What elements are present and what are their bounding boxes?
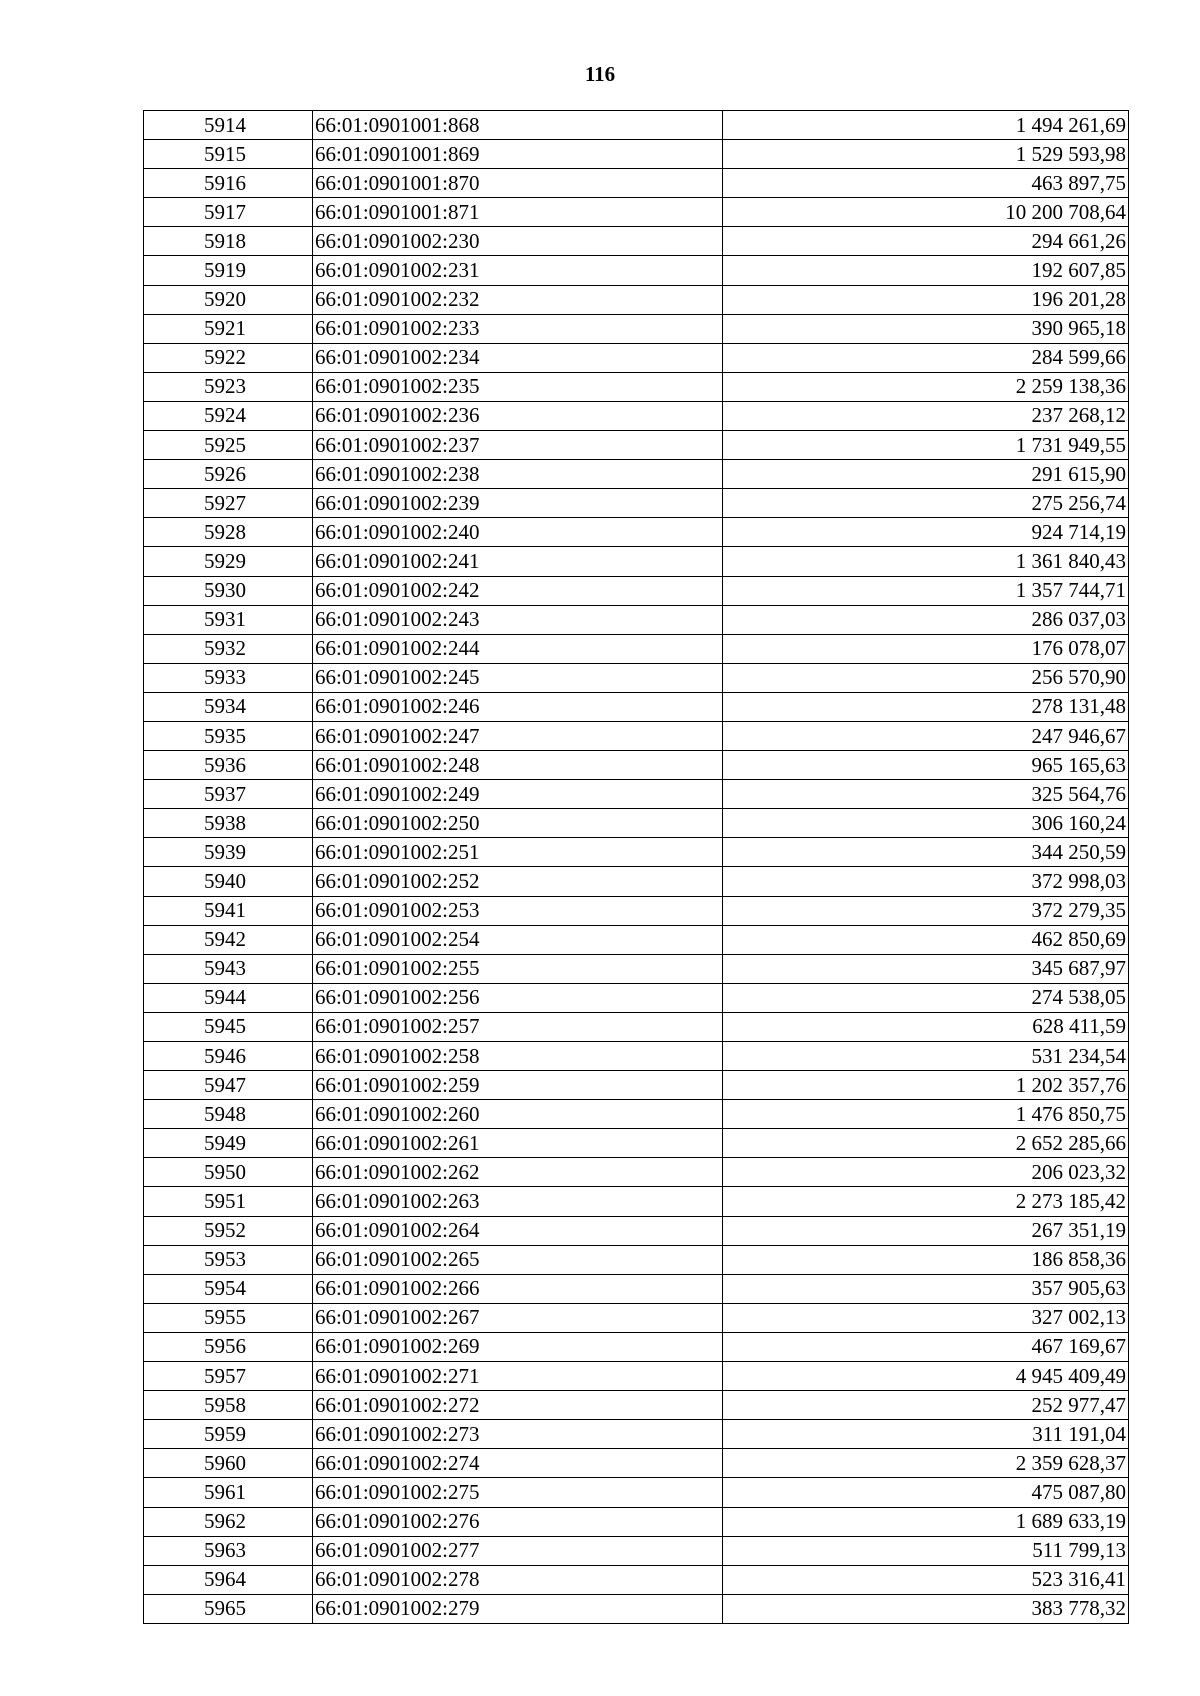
table-row [144,663,1129,692]
table-row [144,1478,1129,1507]
cadastral-number-cell: 66:01:0901002:279 [313,1594,723,1623]
table-row [144,983,1129,1012]
value-cell: 176 078,07 [723,634,1129,663]
row-number-cell: 5956 [144,1332,313,1361]
cadastral-number-cell: 66:01:0901002:237 [313,431,723,460]
table-row [144,721,1129,750]
table-row [144,838,1129,867]
cadastral-number-cell: 66:01:0901002:256 [313,983,723,1012]
cadastral-number-cell: 66:01:0901002:240 [313,518,723,547]
row-number-cell: 5917 [144,198,313,227]
table-row [144,1594,1129,1623]
row-number-cell: 5930 [144,576,313,605]
value-cell: 383 778,32 [723,1594,1129,1623]
value-cell: 372 998,03 [723,867,1129,896]
cadastral-number-cell: 66:01:0901002:275 [313,1478,723,1507]
value-cell: 256 570,90 [723,663,1129,692]
cadastral-number-cell: 66:01:0901002:231 [313,256,723,285]
table-row [144,547,1129,576]
value-cell: 327 002,13 [723,1303,1129,1332]
cadastral-number-cell: 66:01:0901001:868 [313,111,723,140]
row-number-cell: 5946 [144,1042,313,1071]
table-row [144,1507,1129,1536]
value-cell: 2 359 628,37 [723,1449,1129,1478]
table-row [144,1274,1129,1303]
value-cell: 10 200 708,64 [723,198,1129,227]
row-number-cell: 5955 [144,1303,313,1332]
table-row [144,576,1129,605]
cadastral-number-cell: 66:01:0901002:277 [313,1536,723,1565]
table-row [144,692,1129,721]
value-cell: 291 615,90 [723,460,1129,489]
cadastral-number-cell: 66:01:0901002:252 [313,867,723,896]
value-cell: 462 850,69 [723,925,1129,954]
row-number-cell: 5950 [144,1158,313,1187]
table-row [144,867,1129,896]
row-number-cell: 5936 [144,751,313,780]
table-row [144,780,1129,809]
row-number-cell: 5965 [144,1594,313,1623]
table-row [144,605,1129,634]
value-cell: 467 169,67 [723,1332,1129,1361]
value-cell: 311 191,04 [723,1420,1129,1449]
value-cell: 1 476 850,75 [723,1100,1129,1129]
cadastral-number-cell: 66:01:0901002:274 [313,1449,723,1478]
row-number-cell: 5964 [144,1565,313,1594]
cadastral-number-cell: 66:01:0901002:262 [313,1158,723,1187]
row-number-cell: 5914 [144,111,313,140]
row-number-cell: 5945 [144,1012,313,1041]
value-cell: 186 858,36 [723,1245,1129,1274]
value-cell: 4 945 409,49 [723,1362,1129,1391]
value-cell: 206 023,32 [723,1158,1129,1187]
table-row [144,1245,1129,1274]
cadastral-number-cell: 66:01:0901002:271 [313,1362,723,1391]
value-cell: 294 661,26 [723,227,1129,256]
value-cell: 237 268,12 [723,401,1129,430]
cadastral-number-cell: 66:01:0901002:260 [313,1100,723,1129]
value-cell: 2 259 138,36 [723,372,1129,401]
row-number-cell: 5934 [144,692,313,721]
cadastral-number-cell: 66:01:0901002:250 [313,809,723,838]
cadastral-number-cell: 66:01:0901002:245 [313,663,723,692]
table-row [144,460,1129,489]
table-row [144,1158,1129,1187]
row-number-cell: 5941 [144,896,313,925]
value-cell: 390 965,18 [723,314,1129,343]
value-cell: 196 201,28 [723,285,1129,314]
table-row [144,285,1129,314]
table-row [144,1071,1129,1100]
cadastral-number-cell: 66:01:0901001:869 [313,140,723,169]
table-row [144,256,1129,285]
row-number-cell: 5960 [144,1449,313,1478]
table-row [144,1391,1129,1420]
row-number-cell: 5957 [144,1362,313,1391]
table-row [144,1332,1129,1361]
row-number-cell: 5942 [144,925,313,954]
table-row [144,1449,1129,1478]
cadastral-number-cell: 66:01:0901002:243 [313,605,723,634]
cadastral-number-cell: 66:01:0901002:232 [313,285,723,314]
value-cell: 284 599,66 [723,343,1129,372]
cadastral-number-cell: 66:01:0901002:254 [313,925,723,954]
value-cell: 372 279,35 [723,896,1129,925]
cadastral-number-cell: 66:01:0901002:233 [313,314,723,343]
row-number-cell: 5920 [144,285,313,314]
table-row [144,111,1129,140]
value-cell: 1 731 949,55 [723,431,1129,460]
table-row [144,1303,1129,1332]
value-cell: 247 946,67 [723,721,1129,750]
row-number-cell: 5915 [144,140,313,169]
row-number-cell: 5939 [144,838,313,867]
row-number-cell: 5951 [144,1187,313,1216]
cadastral-number-cell: 66:01:0901001:871 [313,198,723,227]
cadastral-number-cell: 66:01:0901002:246 [313,692,723,721]
row-number-cell: 5963 [144,1536,313,1565]
value-cell: 1 529 593,98 [723,140,1129,169]
row-number-cell: 5938 [144,809,313,838]
value-cell: 2 652 285,66 [723,1129,1129,1158]
cadastral-number-cell: 66:01:0901002:251 [313,838,723,867]
cadastral-number-cell: 66:01:0901002:257 [313,1012,723,1041]
table-row [144,401,1129,430]
cadastral-number-cell: 66:01:0901002:265 [313,1245,723,1274]
row-number-cell: 5943 [144,954,313,983]
value-cell: 924 714,19 [723,518,1129,547]
cadastral-number-cell: 66:01:0901002:235 [313,372,723,401]
cadastral-number-cell: 66:01:0901002:267 [313,1303,723,1332]
table-row [144,809,1129,838]
table-row [144,1565,1129,1594]
row-number-cell: 5923 [144,372,313,401]
row-number-cell: 5962 [144,1507,313,1536]
table-row [144,518,1129,547]
row-number-cell: 5932 [144,634,313,663]
cadastral-number-cell: 66:01:0901002:249 [313,780,723,809]
cadastral-number-cell: 66:01:0901002:278 [313,1565,723,1594]
table-row [144,634,1129,663]
value-cell: 274 538,05 [723,983,1129,1012]
row-number-cell: 5929 [144,547,313,576]
value-cell: 286 037,03 [723,605,1129,634]
cadastral-number-cell: 66:01:0901002:244 [313,634,723,663]
row-number-cell: 5948 [144,1100,313,1129]
table-row [144,896,1129,925]
cadastral-number-cell: 66:01:0901002:255 [313,954,723,983]
value-cell: 628 411,59 [723,1012,1129,1041]
value-cell: 475 087,80 [723,1478,1129,1507]
table-row [144,1012,1129,1041]
cadastral-value-table [143,110,1129,1624]
row-number-cell: 5928 [144,518,313,547]
row-number-cell: 5921 [144,314,313,343]
row-number-cell: 5927 [144,489,313,518]
row-number-cell: 5933 [144,663,313,692]
cadastral-number-cell: 66:01:0901002:247 [313,721,723,750]
cadastral-number-cell: 66:01:0901002:273 [313,1420,723,1449]
value-cell: 192 607,85 [723,256,1129,285]
row-number-cell: 5952 [144,1216,313,1245]
value-cell: 306 160,24 [723,809,1129,838]
row-number-cell: 5931 [144,605,313,634]
table-row [144,140,1129,169]
row-number-cell: 5926 [144,460,313,489]
page-number: 116 [584,62,616,86]
row-number-cell: 5958 [144,1391,313,1420]
row-number-cell: 5940 [144,867,313,896]
value-cell: 344 250,59 [723,838,1129,867]
value-cell: 1 361 840,43 [723,547,1129,576]
value-cell: 345 687,97 [723,954,1129,983]
value-cell: 523 316,41 [723,1565,1129,1594]
cadastral-number-cell: 66:01:0901002:253 [313,896,723,925]
value-cell: 1 357 744,71 [723,576,1129,605]
table-row [144,227,1129,256]
table-row [144,1129,1129,1158]
value-cell: 267 351,19 [723,1216,1129,1245]
row-number-cell: 5919 [144,256,313,285]
value-cell: 325 564,76 [723,780,1129,809]
value-cell: 2 273 185,42 [723,1187,1129,1216]
cadastral-number-cell: 66:01:0901002:236 [313,401,723,430]
cadastral-number-cell: 66:01:0901002:248 [313,751,723,780]
table-row [144,925,1129,954]
row-number-cell: 5959 [144,1420,313,1449]
row-number-cell: 5949 [144,1129,313,1158]
table-row [144,1216,1129,1245]
table-row [144,954,1129,983]
table-row [144,314,1129,343]
row-number-cell: 5925 [144,431,313,460]
table-row [144,198,1129,227]
row-number-cell: 5935 [144,721,313,750]
cadastral-number-cell: 66:01:0901002:259 [313,1071,723,1100]
row-number-cell: 5954 [144,1274,313,1303]
table-row [144,751,1129,780]
value-cell: 531 234,54 [723,1042,1129,1071]
table-row [144,372,1129,401]
value-cell: 463 897,75 [723,169,1129,198]
cadastral-number-cell: 66:01:0901002:241 [313,547,723,576]
value-cell: 965 165,63 [723,751,1129,780]
value-cell: 275 256,74 [723,489,1129,518]
cadastral-number-cell: 66:01:0901002:269 [313,1332,723,1361]
cadastral-number-cell: 66:01:0901002:276 [313,1507,723,1536]
table-row [144,431,1129,460]
cadastral-number-cell: 66:01:0901002:242 [313,576,723,605]
cadastral-number-cell: 66:01:0901002:238 [313,460,723,489]
table-body [144,111,1129,1624]
table-row [144,1362,1129,1391]
row-number-cell: 5944 [144,983,313,1012]
cadastral-number-cell: 66:01:0901002:239 [313,489,723,518]
cadastral-number-cell: 66:01:0901002:263 [313,1187,723,1216]
row-number-cell: 5924 [144,401,313,430]
cadastral-number-cell: 66:01:0901002:266 [313,1274,723,1303]
row-number-cell: 5937 [144,780,313,809]
cadastral-number-cell: 66:01:0901002:264 [313,1216,723,1245]
table-row [144,1187,1129,1216]
row-number-cell: 5918 [144,227,313,256]
value-cell: 1 202 357,76 [723,1071,1129,1100]
table-row [144,1100,1129,1129]
value-cell: 278 131,48 [723,692,1129,721]
table-row [144,169,1129,198]
cadastral-number-cell: 66:01:0901002:258 [313,1042,723,1071]
value-cell: 511 799,13 [723,1536,1129,1565]
cadastral-number-cell: 66:01:0901002:230 [313,227,723,256]
table-row [144,343,1129,372]
row-number-cell: 5947 [144,1071,313,1100]
row-number-cell: 5961 [144,1478,313,1507]
row-number-cell: 5916 [144,169,313,198]
cadastral-number-cell: 66:01:0901001:870 [313,169,723,198]
value-cell: 1 494 261,69 [723,111,1129,140]
cadastral-number-cell: 66:01:0901002:234 [313,343,723,372]
value-cell: 252 977,47 [723,1391,1129,1420]
row-number-cell: 5922 [144,343,313,372]
table-row [144,1420,1129,1449]
table-row [144,1042,1129,1071]
value-cell: 1 689 633,19 [723,1507,1129,1536]
cadastral-number-cell: 66:01:0901002:272 [313,1391,723,1420]
table-row [144,489,1129,518]
row-number-cell: 5953 [144,1245,313,1274]
value-cell: 357 905,63 [723,1274,1129,1303]
table-row [144,1536,1129,1565]
cadastral-number-cell: 66:01:0901002:261 [313,1129,723,1158]
